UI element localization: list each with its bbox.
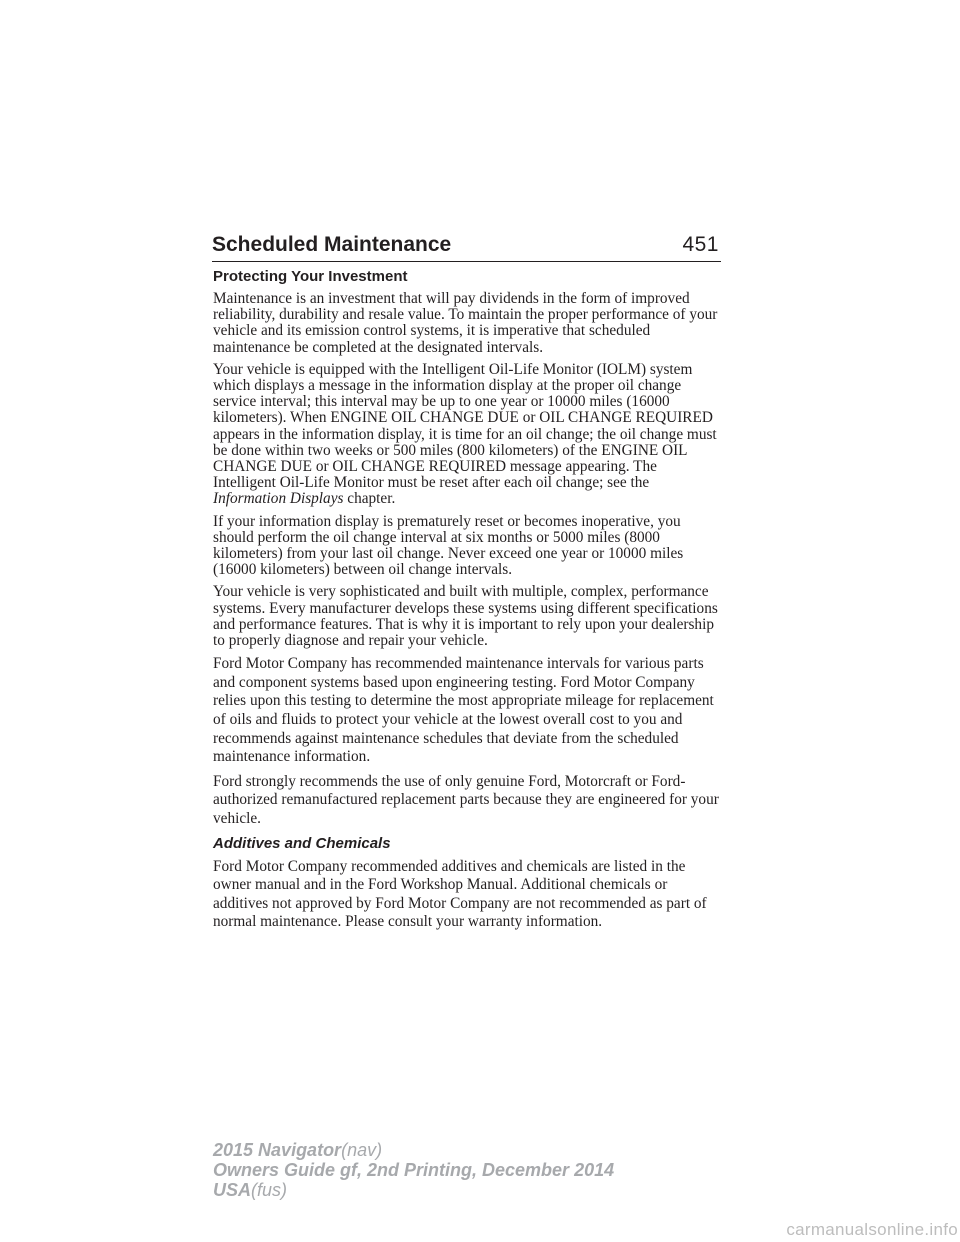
page-number: 451 <box>682 233 719 256</box>
section-heading-protecting: Protecting Your Investment <box>213 268 408 285</box>
paragraph-genuine-parts: Ford strongly recommends the use of only genuine Ford, Motorcraft or Ford-authorized remanufactured replacement parts because they are engineered for your vehicle. <box>213 772 719 828</box>
paragraph-additives: Ford Motor Company recommended additives and chemicals are listed in the owner manual and in the Ford Workshop Manual. Additional chemicals or additives not approved by Ford Motor Company are not recommended as part of normal maintenance. Please consult your warranty information. <box>213 857 707 931</box>
footer-model: 2015 Navigator <box>213 1140 342 1160</box>
chapter-reference: Information Displays <box>213 490 344 508</box>
paragraph-recommended-intervals: Ford Motor Company has recommended maintenance intervals for various parts and component systems based upon engineering testing. Ford Motor Company relies upon this testing to determine the most appropriate mileage for replacement of oils and fluids to protect your vehicle at the lowest overall cost to you and recommends against maintenance schedules that deviate from the scheduled maintenance information. <box>213 655 714 766</box>
header-divider <box>212 261 721 262</box>
paragraph-display-reset: If your information display is prematurely reset or becomes inoperative, you should perform the oil change interval at six months or 5000 miles (8000 kilometers) from your last oil change. Never exceed one year or 10000 miles (16000 kilometers) between oil change intervals. <box>213 512 684 579</box>
paragraph-maintenance-investment: Maintenance is an investment that will pay dividends in the form of improved reliability, durability and resale value. To maintain the proper performance of your vehicle and its emission control systems, it is imperative that scheduled maintenance be completed at the designated intervals. <box>213 290 718 356</box>
site-watermark: carmanualsonline.info <box>786 1220 958 1239</box>
paragraph-iolm-text: Your vehicle is equipped with the Intelligent Oil-Life Monitor (IOLM) system which displays a message in the information display at the proper oil change service interval; this interval may be up to one year or 10000 miles (16000 kilometers). When ENGINE OIL CHANGE DUE or OIL CHANGE REQUIRED appears in the information display, it is time for an oil change; the oil change must be done within two weeks or 500 miles (800 kilometers) of the ENGINE OIL CHANGE DUE or OIL CHANGE REQUIRED message appearing. The Intelligent Oil-Life Monitor must be reset after each oil change; see the <box>213 360 717 492</box>
footer-model-code: (nav) <box>341 1140 383 1160</box>
page-header <box>212 232 721 262</box>
paragraph-iolm <box>213 362 723 508</box>
page-title: Scheduled Maintenance <box>212 233 452 256</box>
footer-line-region <box>213 1180 614 1200</box>
section-heading-additives: Additives and Chemicals <box>213 834 391 852</box>
footer-region: USA <box>213 1180 252 1200</box>
paragraph-sophisticated-systems: Your vehicle is very sophisticated and built with multiple, complex, performance systems. Every manufacturer develops these systems using different specifications and performance features. That is why it is important to rely upon your dealership to properly diagnose and repair your vehicle. <box>213 583 718 650</box>
footer-printing: Owners Guide gf, 2nd Printing, December 2014 <box>213 1160 615 1180</box>
footer-line-model <box>213 1140 614 1160</box>
footer-region-code: (fus) <box>251 1180 288 1200</box>
paragraph-iolm-tail: chapter. <box>343 490 396 508</box>
document-footer <box>213 1140 614 1200</box>
page-body <box>213 268 723 938</box>
